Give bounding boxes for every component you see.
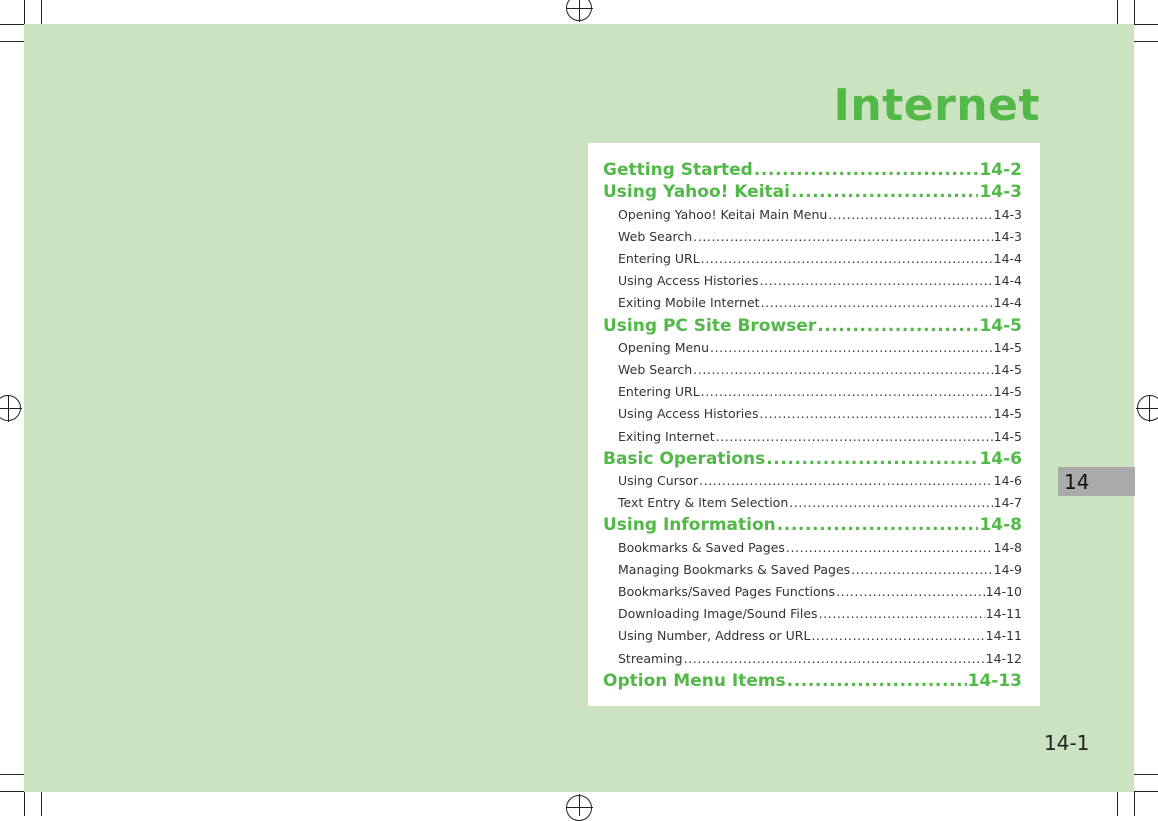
- toc-label: Entering URL: [618, 250, 700, 266]
- dot-leader: [791, 181, 979, 203]
- toc-page: 14-5: [993, 339, 1022, 355]
- toc-page: 14-9: [993, 561, 1022, 577]
- toc-label: Bookmarks & Saved Pages: [618, 539, 785, 555]
- toc-section[interactable]: [603, 670, 1022, 692]
- toc-section[interactable]: [603, 514, 1022, 536]
- toc-entry[interactable]: [603, 337, 1022, 359]
- toc-label: Exiting Mobile Internet: [618, 295, 760, 311]
- toc-label: Using Number, Address or URL: [618, 628, 811, 644]
- toc-entry[interactable]: [603, 625, 1022, 647]
- toc-entry[interactable]: [603, 403, 1022, 425]
- toc-entry[interactable]: [603, 537, 1022, 559]
- chapter-title: Internet: [833, 80, 1040, 131]
- toc-entry[interactable]: [603, 426, 1022, 448]
- toc-entry[interactable]: [603, 648, 1022, 670]
- toc-entry[interactable]: [603, 381, 1022, 403]
- toc-page: 14-2: [979, 160, 1022, 180]
- dot-leader: [701, 248, 993, 270]
- toc-label: Basic Operations: [603, 448, 766, 469]
- chapter-tab: 14: [1058, 467, 1135, 496]
- toc-label: Exiting Internet: [618, 428, 715, 444]
- toc-page: 14-10: [985, 584, 1022, 600]
- page-number: 14-1: [1044, 731, 1090, 755]
- toc-entry[interactable]: [603, 492, 1022, 514]
- toc-entry[interactable]: [603, 359, 1022, 381]
- toc-page: 14-5: [979, 315, 1022, 336]
- toc-entry[interactable]: [603, 581, 1022, 603]
- toc-entry[interactable]: [603, 248, 1022, 270]
- toc-label: Downloading Image/Sound Files: [618, 606, 818, 622]
- dot-leader: [786, 537, 993, 559]
- toc-entry[interactable]: [603, 470, 1022, 492]
- toc-section[interactable]: [603, 181, 1022, 203]
- dot-leader: [836, 581, 985, 603]
- dot-leader: [754, 159, 979, 181]
- toc-page: 14-8: [993, 539, 1022, 555]
- toc-label: Using PC Site Browser: [603, 315, 817, 336]
- toc-entry[interactable]: [603, 270, 1022, 292]
- toc-label: Using Access Histories: [618, 406, 759, 422]
- toc-section[interactable]: [603, 159, 1022, 181]
- dot-leader: [766, 448, 978, 470]
- dot-leader: [699, 470, 993, 492]
- toc-page: 14-11: [985, 606, 1022, 622]
- toc-label: Option Menu Items: [603, 670, 786, 691]
- dot-leader: [817, 315, 978, 337]
- toc-label: Text Entry & Item Selection: [618, 495, 789, 511]
- toc-page: 14-11: [985, 628, 1022, 644]
- toc-label: Using Information: [603, 515, 776, 536]
- table-of-contents: [588, 143, 1040, 706]
- toc-entry[interactable]: [603, 603, 1022, 625]
- toc-label: Opening Menu: [618, 339, 710, 355]
- toc-label: Web Search: [618, 362, 693, 378]
- toc-page: 14-13: [967, 670, 1022, 691]
- toc-label: Opening Yahoo! Keitai Main Menu: [618, 206, 828, 222]
- toc-page: 14-6: [993, 473, 1022, 489]
- toc-section[interactable]: [603, 315, 1022, 337]
- toc-entry[interactable]: [603, 559, 1022, 581]
- toc-label: Entering URL: [618, 384, 700, 400]
- dot-leader: [819, 603, 985, 625]
- toc-label: Using Yahoo! Keitai: [603, 182, 790, 203]
- toc-page: 14-6: [979, 448, 1022, 469]
- toc-entry[interactable]: [603, 226, 1022, 248]
- dot-leader: [759, 403, 992, 425]
- toc-page: 14-5: [993, 384, 1022, 400]
- toc-page: 14-5: [993, 428, 1022, 444]
- toc-label: Using Cursor: [618, 473, 699, 489]
- dot-leader: [828, 204, 992, 226]
- toc-entry[interactable]: [603, 204, 1022, 226]
- dot-leader: [710, 337, 993, 359]
- dot-leader: [716, 426, 993, 448]
- dot-leader: [777, 514, 979, 536]
- toc-page: 14-3: [979, 182, 1022, 203]
- dot-leader: [684, 648, 985, 670]
- toc-label: Managing Bookmarks & Saved Pages: [618, 561, 851, 577]
- dot-leader: [789, 492, 992, 514]
- toc-page: 14-3: [993, 228, 1022, 244]
- toc-label: Bookmarks/Saved Pages Functions: [618, 584, 836, 600]
- toc-section[interactable]: [603, 448, 1022, 470]
- dot-leader: [787, 670, 967, 692]
- toc-page: 14-4: [993, 273, 1022, 289]
- dot-leader: [701, 381, 993, 403]
- toc-page: 14-3: [993, 206, 1022, 222]
- toc-label: Web Search: [618, 228, 693, 244]
- dot-leader: [693, 226, 992, 248]
- toc-label: Using Access Histories: [618, 273, 759, 289]
- toc-entry[interactable]: [603, 292, 1022, 314]
- toc-page: 14-7: [993, 495, 1022, 511]
- dot-leader: [811, 625, 984, 647]
- toc-page: 14-5: [993, 406, 1022, 422]
- toc-page: 14-8: [979, 515, 1022, 536]
- toc-page: 14-5: [993, 362, 1022, 378]
- dot-leader: [693, 359, 992, 381]
- dot-leader: [761, 292, 993, 314]
- toc-page: 14-4: [993, 250, 1022, 266]
- toc-page: 14-4: [993, 295, 1022, 311]
- toc-page: 14-12: [985, 650, 1022, 666]
- toc-label: Streaming: [618, 650, 683, 666]
- dot-leader: [759, 270, 992, 292]
- toc-label: Getting Started: [603, 160, 753, 180]
- dot-leader: [851, 559, 992, 581]
